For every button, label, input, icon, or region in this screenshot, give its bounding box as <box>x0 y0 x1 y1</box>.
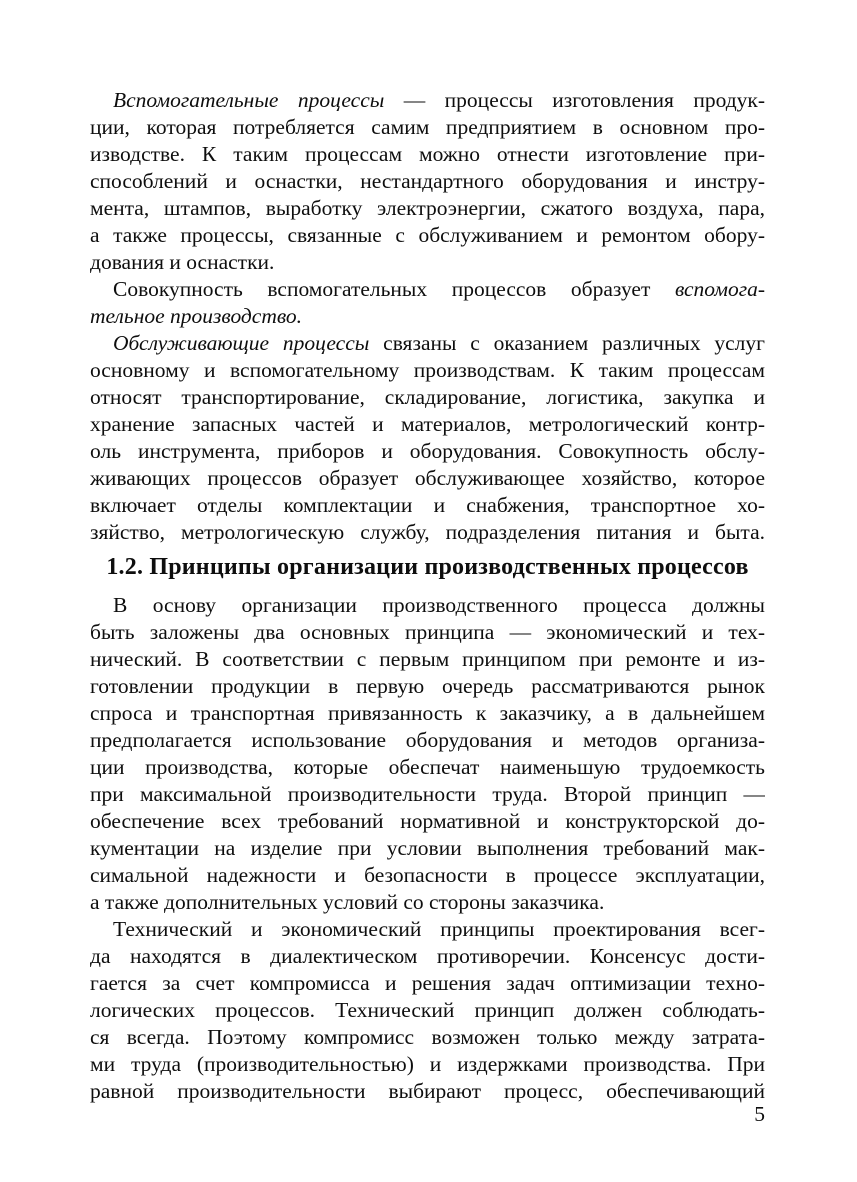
text-line: ми труда (производительностью) и издержками производства. При <box>90 1052 765 1076</box>
text-line: логических процессов. Технический принцип должен соблюдать- <box>90 998 765 1022</box>
text-line: хранение запасных частей и материалов, метрологический контр- <box>90 412 765 436</box>
text-line: изводстве. К таким процессам можно отнести изготовление при- <box>90 142 765 166</box>
text-line: готовлении продукции в первую очередь рассматриваются рынок <box>90 674 765 698</box>
text-line: быть заложены два основных принципа — экономический и тех- <box>90 620 765 644</box>
paragraph <box>90 276 765 330</box>
paragraph <box>90 592 765 916</box>
text-line: основному и вспомогательному производствам. К таким процессам <box>90 358 765 382</box>
text-line: мента, штампов, выработку электроэнергии, сжатого воздуха, пара, <box>90 196 765 220</box>
text-line: ции производства, которые обеспечат наименьшую трудоемкость <box>90 755 765 779</box>
text-line: В основу организации производственного процесса должны <box>113 593 765 617</box>
text-line: зяйство, метрологическую службу, подразделения питания и быта. <box>90 520 765 544</box>
text-line: кументации на изделие при условии выполнения требований мак- <box>90 836 765 860</box>
text-line: дования и оснастки. <box>90 250 275 274</box>
text-line: предполагается использование оборудования и методов организа- <box>90 728 765 752</box>
text-line: Обслуживающие процессы связаны с оказанием различных услуг <box>113 331 765 355</box>
text-line: Вспомогательные процессы — процессы изготовления продук- <box>113 88 765 112</box>
text-line: живающих процессов образует обслуживающее хозяйство, которое <box>90 466 765 490</box>
text-line: Совокупность вспомогательных процессов образует вспомога- <box>113 277 765 301</box>
text-line: нический. В соответствии с первым принципом при ремонте и из- <box>90 647 765 671</box>
text-line: обеспечение всех требований нормативной и конструкторской до- <box>90 809 765 833</box>
paragraph <box>90 916 765 1105</box>
text-column <box>90 87 765 1105</box>
text-line: а также дополнительных условий со стороны заказчика. <box>90 890 605 914</box>
text-line: Технический и экономический принципы проектирования всег- <box>113 917 765 941</box>
text-line: гается за счет компромисса и решения задач оптимизации техно- <box>90 971 765 995</box>
text-line: способлений и оснастки, нестандартного оборудования и инстру- <box>90 169 765 193</box>
text-line: оль инструмента, приборов и оборудования. Совокупность обслу- <box>90 439 765 463</box>
text-line: относят транспортирование, складирование, логистика, закупка и <box>90 385 765 409</box>
text-line: симальной надежности и безопасности в процессе эксплуатации, <box>90 863 765 887</box>
text-line: спроса и транспортная привязанность к заказчику, а в дальнейшем <box>90 701 765 725</box>
section-heading: 1.2. Принципы организации производственных процессов <box>106 554 749 580</box>
paragraph <box>90 330 765 546</box>
page-number: 5 <box>754 1102 765 1126</box>
paragraph <box>90 87 765 276</box>
text-line: а также процессы, связанные с обслуживанием и ремонтом обору- <box>90 223 765 247</box>
text-line: равной производительности выбирают процесс, обеспечивающий <box>90 1079 765 1103</box>
text-line: при максимальной производительности труда. Второй принцип — <box>90 782 765 806</box>
text-line: включает отделы комплектации и снабжения, транспортное хо- <box>90 493 765 517</box>
text-line: тельное производство. <box>90 304 303 328</box>
text-line: ся всегда. Поэтому компромисс возможен только между затрата- <box>90 1025 765 1049</box>
text-line: да находятся в диалектическом противоречии. Консенсус дости- <box>90 944 765 968</box>
text-line: ции, которая потребляется самим предприятием в основном про- <box>90 115 765 139</box>
